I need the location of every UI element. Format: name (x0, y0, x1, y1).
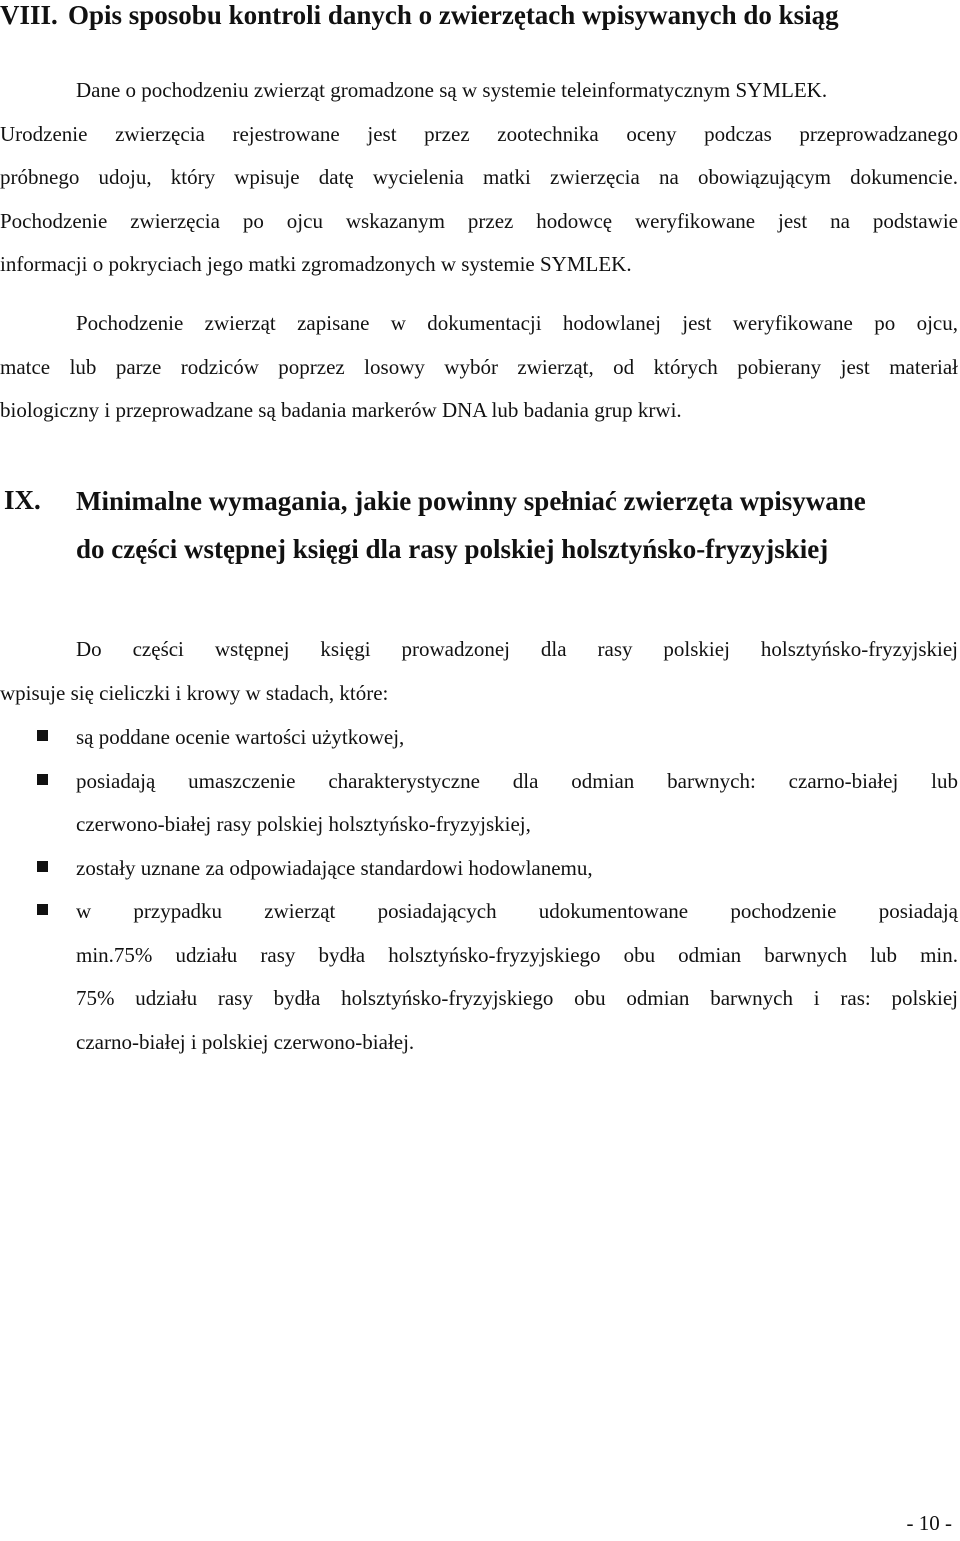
list-item-line: czarno-białej i polskiej czerwono-białej. (76, 1029, 415, 1054)
list-item-line: w przypadku zwierząt posiadających udokumentowane pochodzenie posiadają (76, 899, 958, 923)
list-item-line: czerwono-białej rasy polskiej holsztyńsko-fryzyjskiej, (76, 812, 531, 836)
paragraph-line: Pochodzenie zwierząt zapisane w dokumentacji hodowlanej jest weryfikowane po ojcu, (76, 311, 958, 335)
list-item-line: posiadają umaszczenie charakterystyczne dla odmian barwnych: czarno-białej lub (76, 768, 958, 793)
square-bullet-icon (37, 904, 48, 915)
list-item (0, 890, 958, 1064)
list-item-line: min.75% udziału rasy bydła holsztyńsko-fryzyjskiego obu odmian barwnych lub min. (76, 942, 958, 967)
paragraph-line: informacji o pokryciach jego matki zgromadzonych w systemie SYMLEK. (0, 252, 632, 276)
list-item-line: 75% udziału rasy bydła holsztyńsko-fryzyjskiego obu odmian barwnych i ras: polskiej (76, 986, 958, 1010)
section-ix-title-line: Minimalne wymagania, jakie powinny spełniać zwierzęta wpisywane (76, 486, 866, 516)
list-item-line: są poddane ocenie wartości użytkowej, (76, 725, 405, 749)
list-item (0, 847, 958, 891)
paragraph-pedigree-verification (0, 302, 958, 433)
paragraph-pedigree-data (0, 69, 958, 287)
list-item (0, 716, 958, 760)
list-item (0, 760, 958, 847)
paragraph-line: matce lub parze rodziców poprzez losowy wybór zwierząt, od których pobierany jest materiał (0, 354, 958, 379)
section-ix-title (76, 477, 866, 573)
paragraph-line: biologiczny i przeprowadzane są badania markerów DNA lub badania grup krwi. (0, 398, 682, 422)
square-bullet-icon (37, 774, 48, 785)
section-viii-title: Opis sposobu kontroli danych o zwierzętach wpisywanych do ksiąg (68, 0, 839, 30)
paragraph-line: Urodzenie zwierzęcia rejestrowane jest przez zootechnika oceny podczas przeprowadzanego (0, 121, 958, 146)
paragraph-line: Dane o pochodzeniu zwierząt gromadzone są w systemie teleinformatycznym SYMLEK. (76, 78, 828, 102)
square-bullet-icon (37, 861, 48, 872)
paragraph-line: Do części wstępnej księgi prowadzonej dla rasy polskiej holsztyńsko-fryzyjskiej (76, 637, 958, 661)
paragraph-line: Pochodzenie zwierzęcia po ojcu wskazanym przez hodowcę weryfikowane jest na podstawie (0, 208, 958, 233)
page-number: - 10 - (906, 1511, 952, 1535)
list-item-line: zostały uznane za odpowiadające standardowi hodowlanemu, (76, 855, 593, 880)
paragraph-line: próbnego udoju, który wpisuje datę wycielenia matki zwierzęcia na obowiązującym dokumencie. (0, 165, 958, 189)
requirements-list (0, 716, 958, 1064)
section-ix-title-line: do części wstępnej księgi dla rasy polskiej holsztyńsko-fryzyjskiej (76, 534, 829, 564)
section-viii-number: VIII. (0, 0, 58, 30)
paragraph-line: wpisuje się cieliczki i krowy w stadach, które: (0, 680, 389, 705)
paragraph-entry-rules (0, 628, 958, 715)
section-viii-heading (0, 2, 839, 29)
square-bullet-icon (37, 730, 48, 741)
section-ix-number: IX. (4, 485, 41, 515)
